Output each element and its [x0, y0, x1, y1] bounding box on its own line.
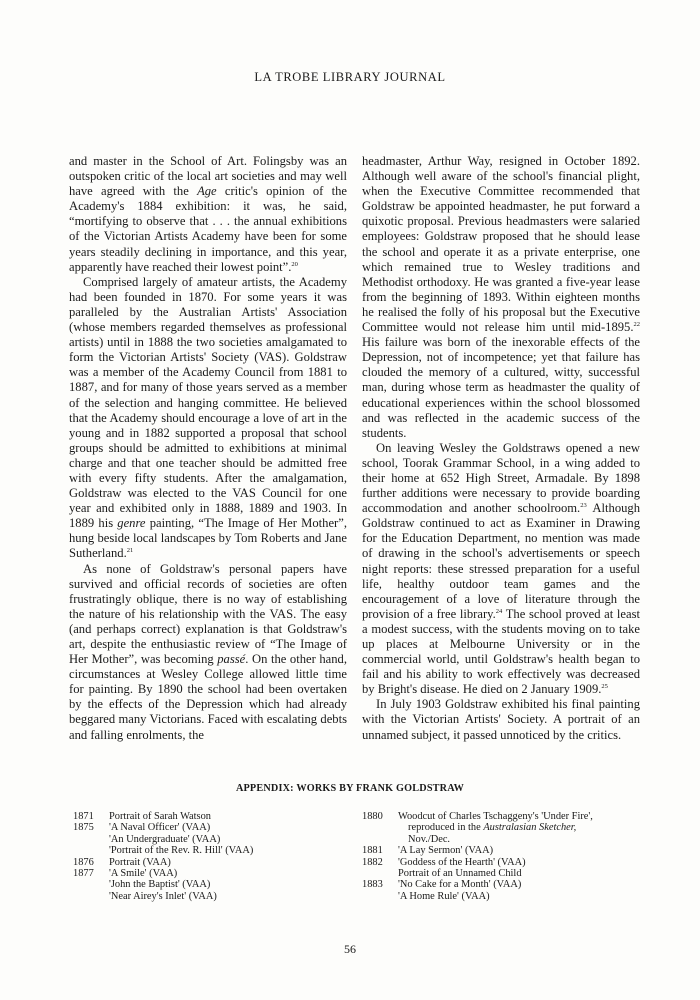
text-run: On leaving Wesley the Goldstraws opened a new school, Toorak Grammar School, in a wing added to their home at 652 High Street, Armadale. By 1898 further additions were necessary to provide boarding accommodation and another schoolroom. — [362, 440, 640, 516]
text-run: 'John the Baptist' (VAA) — [109, 879, 211, 891]
text-run: The school proved at least a modest success, with the students moving on to take up places at Melbourne University or in the commercial world, until Goldstraw's health began to fail and his ability to work effectively was decreased by Bright's disease. He died on 2 January 1909. — [362, 606, 640, 697]
text-run: genre — [117, 516, 146, 531]
text-run: reproduced in the — [408, 822, 484, 834]
works-titles — [398, 845, 642, 856]
text-run: Australasian Sketcher, — [483, 822, 577, 834]
paragraph — [69, 154, 347, 275]
work-title — [398, 845, 642, 856]
works-entry — [362, 845, 642, 856]
works-year: 1871 — [73, 811, 94, 822]
paragraph — [362, 697, 640, 742]
work-title — [109, 879, 343, 890]
works-titles — [398, 811, 642, 845]
text-run: Comprised largely of amateur artists, the Academy had been founded in 1870. For some years it was paralleled by the Australian Artists' Association (whose members regarded themselves as professional artists) until in 1888 the two societies amalgamated to form the Victorian Artists' Society (VAS). Goldstraw was a member of the Academy Council from 1881 to 1887, and for many of those years served as a member of the selection and hanging committee. He believed that the Academy should encourage a love of art in the young and in 1882 supported a proposal that school groups should be admitted to exhibitions at minimal charge and that one teacher should be admitted free with every fifty students. After the amalgamation, Goldstraw was elected to the VAS Council for one year and exhibited only in 1888, 1889 and 1903. In 1889 his — [69, 274, 347, 531]
text-run: Nov./Dec. — [408, 833, 451, 845]
text-run: 'A Naval Officer' (VAA) — [109, 822, 211, 834]
footnote-ref: 22 — [633, 320, 640, 328]
text-run: As none of Goldstraw's personal papers have survived and official records of societies are often frustratingly oblique, there is no way of establishing the nature of his relationship with the VAS. The easy (and perhaps correct) explanation is that Goldstraw's art, despite the enthusiastic review of “The Image of Her Mother”, was becoming — [69, 561, 347, 667]
works-entry — [362, 811, 642, 845]
work-title — [109, 811, 343, 822]
paragraph — [69, 275, 347, 562]
text-run: Woodcut of Charles Tschaggeny's 'Under Fire', — [398, 811, 593, 822]
running-header: LA TROBE LIBRARY JOURNAL — [254, 70, 446, 84]
paragraph — [362, 441, 640, 698]
footnote-ref: 21 — [126, 547, 134, 555]
work-title — [398, 879, 642, 890]
page-number: 56 — [344, 942, 356, 956]
works-year: 1876 — [73, 856, 94, 868]
works-year: 1882 — [362, 856, 383, 868]
text-run: Although Goldstraw continued to act as Examiner in Drawing for the Education Department, no mention was made of drawing in the school's advertisements or speech night reports: these stressed preparation for a useful life, healthy outdoor team games and the encouragement of a love of literature through the provision of a free library. — [362, 501, 641, 621]
works-year: 1883 — [362, 879, 383, 891]
works-list-right — [362, 811, 642, 902]
appendix-title: APPENDIX: WORKS BY FRANK GOLDSTRAW — [235, 783, 465, 794]
text-run: passé — [217, 652, 246, 667]
works-year: 1877 — [73, 868, 94, 880]
text-run: . On the other hand, circumstances at Wesley College allowed little time for painting. By 1890 the school had been overtaken by the effects of the Depression which had already beggared many Victorians. Faced with escalating debts and falling enrolments, the — [69, 652, 347, 742]
paragraph — [69, 562, 347, 743]
works-entry — [362, 879, 642, 902]
text-run: 'No Cake for a Month' (VAA) — [398, 879, 522, 891]
works-entry — [73, 857, 343, 868]
works-titles — [109, 811, 343, 822]
footnote-ref: 20 — [291, 260, 298, 268]
paragraph — [362, 154, 640, 441]
text-run: Portrait (VAA) — [109, 856, 171, 868]
work-title — [398, 868, 642, 879]
works-year: 1875 — [73, 822, 94, 834]
footnote-ref: 25 — [601, 683, 608, 691]
works-titles — [109, 857, 343, 868]
work-title — [398, 822, 642, 833]
text-run: headmaster, Arthur Way, resigned in October 1892. Although well aware of the school's financial plight, when the Executive Committee recommended that Goldstraw be appointed headmaster, he put forward a quixotic proposal. Previous headmasters were salaried employees: Goldstraw proposed that he should lease the school and operate it as a private enterprise, one which remained true to Wesley traditions and Methodist orthodoxy. He was granted a five-year lease from the beginning of 1893. Within eighteen months he realised the folly of his proposal but the Executive Committee would not release him until mid-1895. — [362, 154, 640, 335]
work-title — [398, 811, 642, 822]
text-run: 'A Lay Sermon' (VAA) — [398, 845, 494, 857]
text-run: critic's opinion of the Academy's 1884 exhibition: it was, he said, “mortifying to observe that . . . the annual exhibitions of the Victorian Artists Academy have been for some years steadily declining in importance, and this year, apparently have reached their lowest point”. — [69, 184, 348, 274]
works-titles — [398, 879, 642, 902]
works-year: 1881 — [362, 845, 383, 857]
text-run: 'An Undergraduate' (VAA) — [109, 833, 221, 845]
text-run: 'Near Airey's Inlet' (VAA) — [109, 890, 217, 902]
text-run: 'A Home Rule' (VAA) — [398, 890, 490, 902]
works-titles — [109, 868, 343, 902]
work-title — [109, 834, 343, 845]
works-year: 1880 — [362, 811, 383, 822]
work-title — [109, 891, 343, 902]
text-run: 'Portrait of the Rev. R. Hill' (VAA) — [109, 845, 254, 857]
text-run: Portrait of an Unnamed Child — [398, 868, 522, 880]
works-entry — [362, 857, 642, 880]
works-entry — [73, 822, 343, 856]
work-title — [398, 857, 642, 868]
works-entry — [73, 868, 343, 902]
body-column-right — [362, 154, 640, 743]
body-column-left — [69, 154, 347, 743]
text-run: In July 1903 Goldstraw exhibited his final painting with the Victorian Artists' Society. A portrait of an unnamed subject, it passed unnoticed by the critics. — [362, 697, 640, 742]
work-title — [398, 891, 642, 902]
work-title — [109, 857, 343, 868]
text-run: 'Goddess of the Hearth' (VAA) — [398, 856, 526, 868]
work-title — [398, 834, 642, 845]
footnote-ref: 23 — [580, 501, 587, 509]
works-entry — [73, 811, 343, 822]
work-title — [109, 822, 343, 833]
text-run: painting, “The Image of Her Mother”, hung beside local landscapes by Tom Roberts and Jane Sutherland. — [69, 516, 347, 561]
footnote-ref: 24 — [495, 607, 503, 615]
work-title — [109, 868, 343, 879]
text-run: 'A Smile' (VAA) — [109, 868, 178, 880]
text-run: His failure was born of the inexorable effects of the Depression, not of incompetence; yet that failure has clouded the memory of a cultured, witty, successful man, during whose term as headmaster the quality of educational experiences within the school blossomed and was reflected in the academic success of the students. — [362, 335, 640, 440]
work-title — [109, 845, 343, 856]
works-list-left — [73, 811, 343, 902]
text-run: Portrait of Sarah Watson — [109, 811, 211, 822]
text-run: and master in the School of Art. Folingsby was an outspoken critic of the local art societies and may well have agreed with the — [69, 154, 347, 199]
text-run: Age — [197, 184, 217, 199]
works-titles — [398, 857, 642, 880]
works-titles — [109, 822, 343, 856]
